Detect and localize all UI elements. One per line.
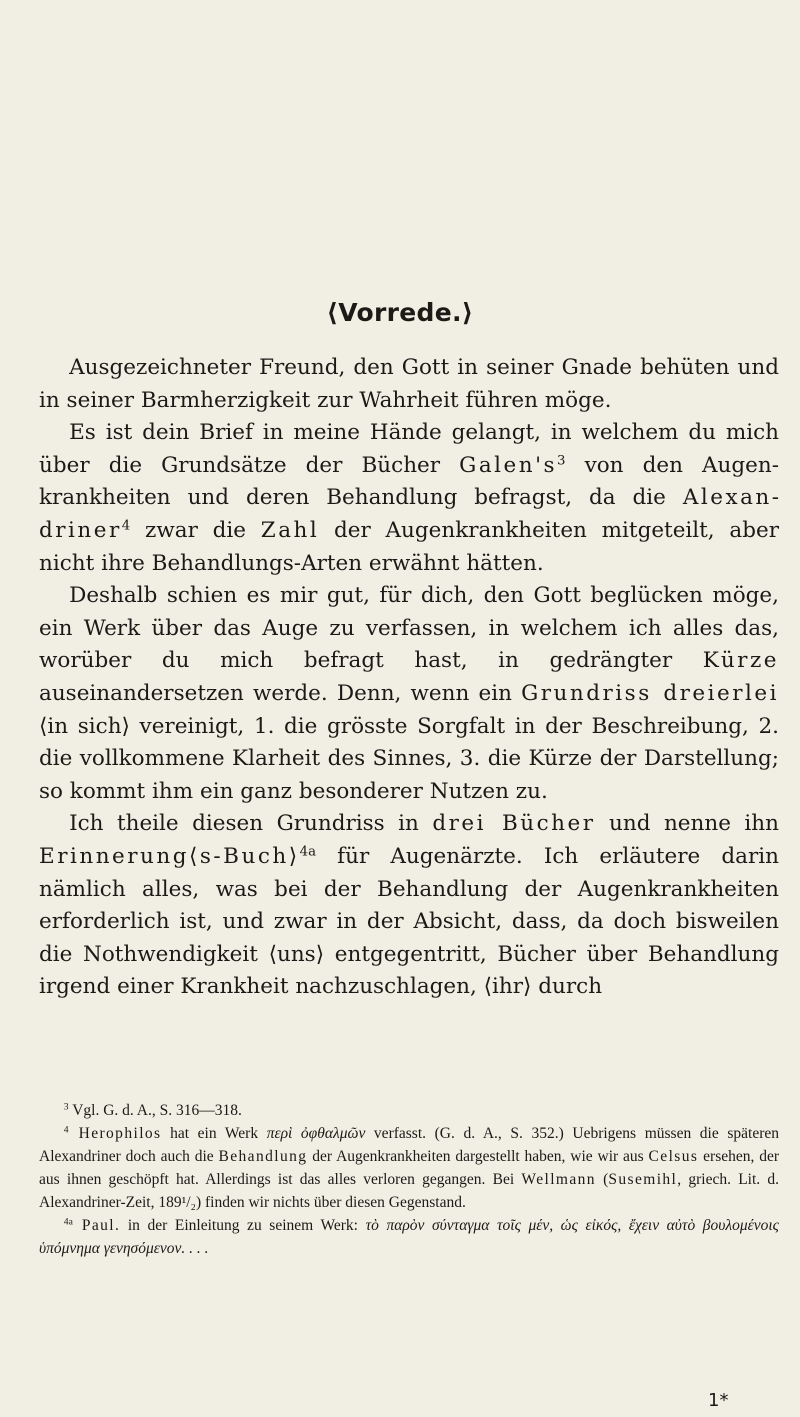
footnote-ref-3: 3 — [557, 453, 566, 469]
footnote-4-celsus: Celsus — [648, 1148, 699, 1165]
footnote-4-text-f: , griech. Lit. d. Alexandriner-Zeit, 189¹/₂) finden wir nichts über diesen Gegenstand. — [39, 1171, 780, 1211]
footnote-3-text: Vgl. G. d. A., S. 316—318. — [68, 1102, 242, 1119]
footnote-ref-4: 4 — [121, 518, 131, 534]
p3-grundriss: Grundriss dreierlei — [521, 680, 779, 706]
p3-text-c: ⟨in sich⟩ vereinigt, 1. die grösste Sorgfalt in der Beschreibung, 2. die vollkommene Klarheit des Sinnes, 3. die Kürze der Darstellung; so kommt ihm ein ganz besonderer Nutzen zu. — [39, 713, 779, 804]
page-title: ⟨Vorrede.⟩ — [326, 298, 474, 327]
paragraph-2 — [39, 417, 779, 580]
footnote-4-text-b: verfasst. (G. d. A., S. 352.) Uebrigens müssen die späteren Alexandriner doch auch die — [39, 1125, 779, 1165]
footnote-4-text-d: ersehen, der aus ihnen geschöpft hat. Allerdings ist das alles verloren gegangen. Bei — [39, 1148, 780, 1188]
footnote-4-text-a: hat ein Werk — [161, 1125, 267, 1142]
p1-text: Ausgezeichneter Freund, den Gott in seiner Gnade behüten und in seiner Barmherzigkeit zur Wahrheit führen möge. — [39, 355, 779, 413]
p2-text-b: von den Augenkrankheiten und deren Behandlung befragst, da die — [39, 452, 779, 511]
p2-alexandriner: Alexandriner — [39, 485, 779, 543]
p2-galen: Galen's — [459, 452, 558, 478]
p4-text-c: für Augenärzte. Ich erläutere darin nämlich alles, was bei der Behandlung der Augenkrankheiten erforderlich ist, und zwar in der Absicht, dass, da doch bisweilen die Nothwendigkeit ⟨uns⟩ entgegentritt, Bücher über Behandlung irgend einer Krankheit nachzuschlagen, ⟨ihr⟩ durch — [39, 843, 779, 1000]
footnote-3-number: 3 — [63, 1101, 69, 1113]
footnote-4-wellmann: Wellmann — [521, 1171, 596, 1188]
footnote-4-herophilos: Herophilos — [68, 1125, 162, 1142]
footnote-4a-greek: τὸ παρὸν σύνταγμα τοῖς μέν, ὡς εἰκός, ἔχειν αὐτὸ βουλομένοις ὑπόμνημα γενησόμενον. . . . — [39, 1217, 779, 1257]
p2-text-c: zwar die — [130, 517, 261, 543]
paragraph-1 — [39, 352, 779, 417]
p4-erinnerung: Erinnerung⟨s-Buch⟩ — [39, 843, 300, 869]
p3-kuerze: Kürze — [702, 648, 779, 674]
p2-zahl: Zahl — [260, 517, 320, 543]
p4-text-b: und nenne ihn — [595, 811, 779, 837]
p4-drei-buecher: drei Bücher — [432, 811, 596, 837]
p4-text-a: Ich theile diesen Grundriss in — [69, 811, 433, 837]
footnote-4-text-c: der Augenkrankheiten dargestellt haben, wie wir aus — [307, 1148, 649, 1165]
p3-text-a: Deshalb schien es mir gut, für dich, den Gott beglücken möge, ein Werk über das Auge zu verfassen, in welchem ich alles das, worüber du mich befragt hast, in gedrängter — [39, 583, 779, 674]
footnote-3 — [39, 1099, 779, 1122]
footnote-4-number: 4 — [63, 1124, 69, 1136]
footnote-4-susemihl: Susemihl — [608, 1171, 678, 1188]
footnote-4a-text-a: in der Einleitung zu seinem Werk: — [120, 1217, 366, 1234]
paragraph-4 — [39, 808, 779, 1004]
footnote-4a-number: 4a — [63, 1216, 73, 1228]
footnote-4-behandlung: Behandlung — [218, 1148, 308, 1165]
footnote-4a — [39, 1214, 779, 1260]
footnote-4a-paul: Paul. — [72, 1217, 121, 1234]
footnote-4-text-e: ( — [595, 1171, 609, 1188]
footnote-4 — [39, 1122, 779, 1214]
p3-text-b: auseinandersetzen werde. Denn, wenn ein — [39, 680, 522, 706]
footnote-4-greek: περὶ ὀφθαλμῶν — [266, 1125, 366, 1142]
footnotes — [39, 1099, 779, 1260]
p2-text-a: Es ist dein Brief in meine Hände gelangt, in welchem du mich über die Grundsätze der Bücher — [39, 420, 779, 478]
body-text — [39, 352, 779, 1004]
sheet-signature: 1* — [708, 1390, 729, 1411]
paragraph-3 — [39, 580, 779, 808]
footnote-ref-4a: 4a — [299, 844, 317, 860]
p2-text-d: der Augenkrankheiten mitgeteilt, aber nicht ihre Behandlungs-Arten erwähnt hätten. — [39, 517, 779, 576]
